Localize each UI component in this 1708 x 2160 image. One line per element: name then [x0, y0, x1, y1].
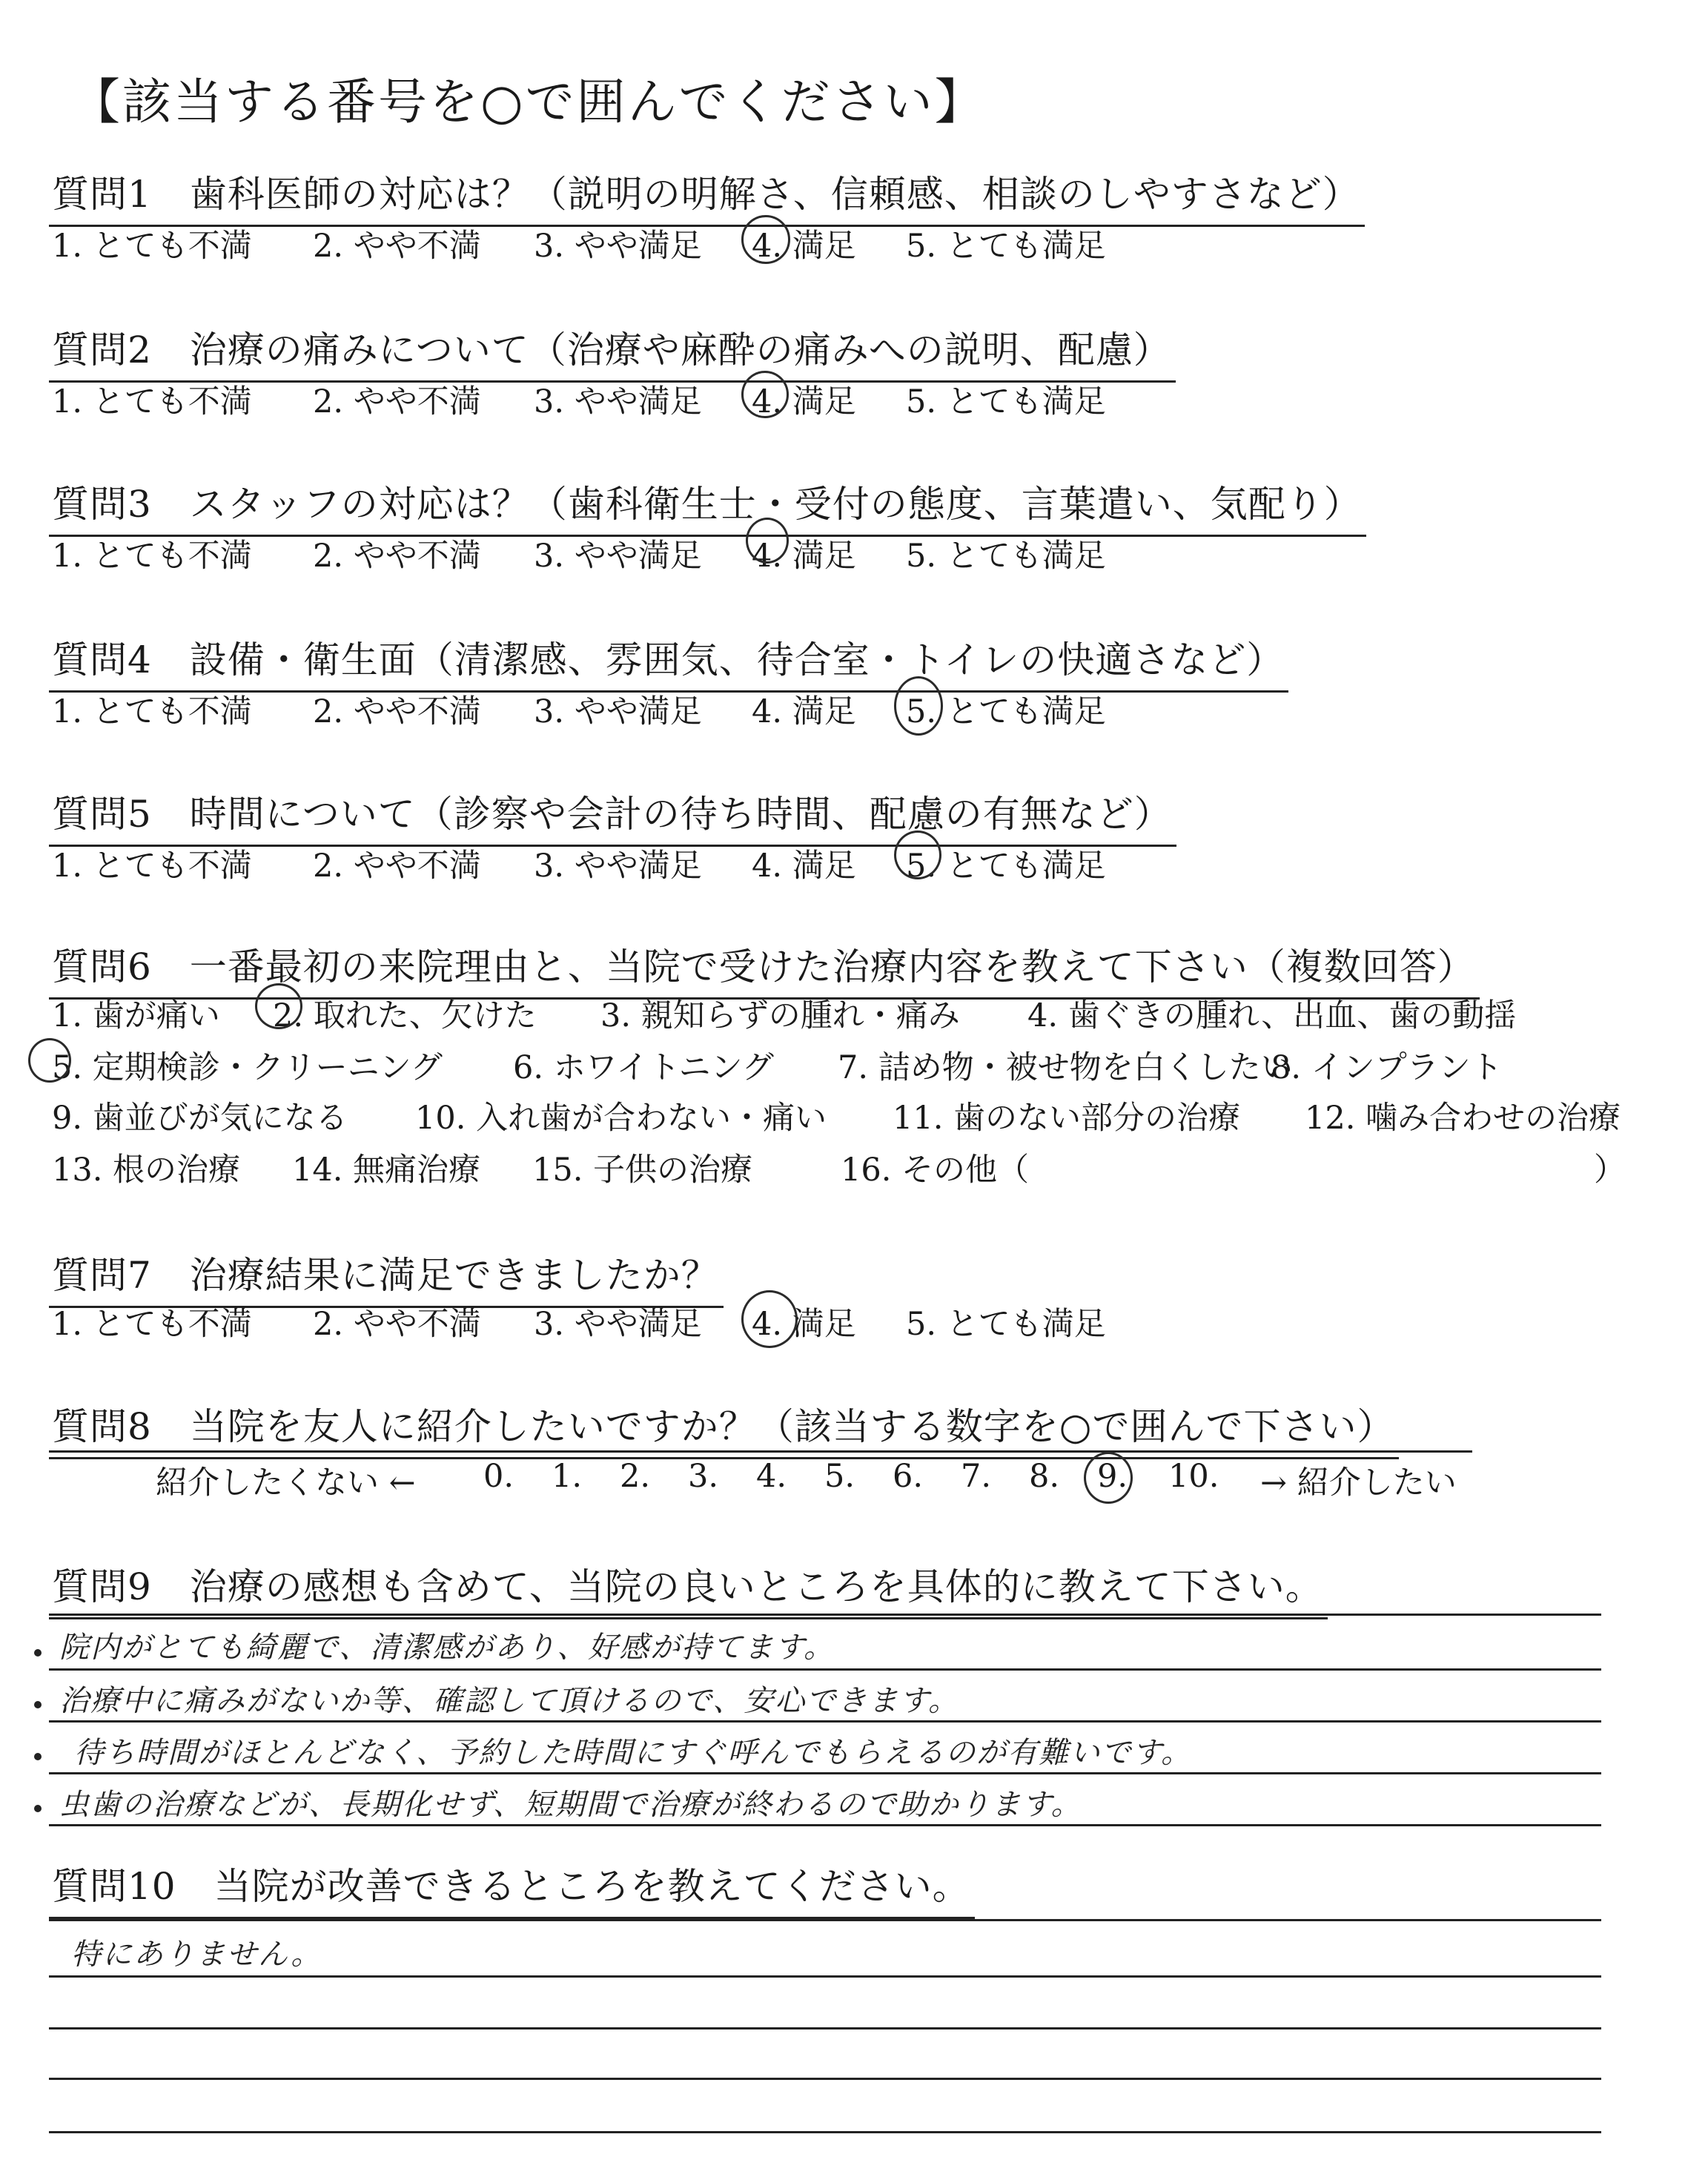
- q5-option-3[interactable]: 3. やや満足: [534, 848, 702, 885]
- q2-option-3[interactable]: 3. やや満足: [534, 383, 702, 420]
- q8-option-9[interactable]: 9.: [1097, 1458, 1128, 1495]
- q5-option-4[interactable]: 4. 満足: [752, 848, 856, 885]
- q4-title: 質問4 設備・衛生面（清潔感、雰囲気、待合室・トイレの快適さなど）: [52, 630, 1284, 684]
- q4-option-5[interactable]: 5. とても満足: [906, 693, 1106, 730]
- q8-option-6[interactable]: 6.: [893, 1458, 924, 1495]
- q10-line-0: [49, 1919, 1601, 1921]
- q7-options: [52, 1299, 1238, 1344]
- q6-option-2[interactable]: 2. 取れた、欠けた: [273, 997, 537, 1034]
- q8-option-4[interactable]: 4.: [756, 1458, 787, 1495]
- q6-option-9[interactable]: 9. 歯並びが気になる: [52, 1100, 348, 1137]
- q7-title: 質問7 治療結果に満足できましたか？: [52, 1246, 719, 1299]
- q6-option-14[interactable]: 14. 無痛治療: [292, 1152, 481, 1189]
- q7-option-5[interactable]: 5. とても満足: [906, 1306, 1106, 1343]
- q6-title: 質問6 一番最初の来院理由と、当院で受けた治療内容を教えて下さい（複数回答）: [52, 937, 1475, 991]
- q5-option-5[interactable]: 5. とても満足: [906, 848, 1106, 885]
- q2-title: 質問2 治療の痛みについて（治療や麻酔の痛みへの説明、配慮）: [52, 320, 1171, 374]
- q9-answer-4: 虫歯の治療などが、長期化せず、短期間で治療が終わるので助かります。: [59, 1788, 1082, 1822]
- q5-options: [52, 841, 1238, 885]
- q8-right-label: → 紹介したい: [1260, 1464, 1457, 1502]
- q9-bullet-1: [34, 1649, 42, 1657]
- q6-option-3[interactable]: 3. 親知らずの腫れ・痛み: [600, 997, 960, 1034]
- q6-option-4[interactable]: 4. 歯ぐきの腫れ、出血、歯の動揺: [1027, 997, 1517, 1034]
- q9-line-4: [49, 1824, 1601, 1826]
- q6-option-11[interactable]: 11. 歯のない部分の治療: [893, 1100, 1241, 1137]
- q10-line-3: [49, 2078, 1601, 2080]
- q8-option-3[interactable]: 3.: [688, 1458, 719, 1495]
- q1-option-5[interactable]: 5. とても満足: [906, 228, 1106, 265]
- q2-option-4[interactable]: 4. 満足: [752, 383, 856, 420]
- q1-option-1[interactable]: 1. とても不満: [52, 228, 252, 265]
- q5-option-2[interactable]: 2. やや不満: [313, 848, 481, 885]
- q5-title: 質問5 時間について（診察や会計の待ち時間、配慮の有無など）: [52, 785, 1172, 838]
- q6-option-13[interactable]: 13. 根の治療: [52, 1152, 241, 1189]
- q2-option-1[interactable]: 1. とても不満: [52, 383, 252, 420]
- q10-answer-1: 特にありません。: [71, 1938, 322, 1972]
- q10-line-2: [49, 2027, 1601, 2029]
- q8-option-2[interactable]: 2.: [620, 1458, 651, 1495]
- q3-option-2[interactable]: 2. やや不満: [313, 538, 481, 575]
- q4-options: [52, 687, 1238, 731]
- q9-answer-3: 待ち時間がほとんどなく、予約した時間にすぐ呼んでもらえるのが有難いです。: [74, 1736, 1192, 1770]
- q9-line-0: [49, 1614, 1601, 1616]
- q3-option-3[interactable]: 3. やや満足: [534, 538, 702, 575]
- q8-option-0[interactable]: 0.: [483, 1458, 514, 1495]
- q7-option-1[interactable]: 1. とても不満: [52, 1306, 252, 1343]
- q7-option-3[interactable]: 3. やや満足: [534, 1306, 702, 1343]
- q3-option-5[interactable]: 5. とても満足: [906, 538, 1106, 575]
- q2-option-5[interactable]: 5. とても満足: [906, 383, 1106, 420]
- q6-option-10[interactable]: 10. 入れ歯が合わない・痛い: [415, 1100, 827, 1137]
- q1-title: 質問1 歯科医師の対応は？（説明の明解さ、信頼感、相談のしやすさなど）: [52, 165, 1360, 218]
- q8-option-5[interactable]: 5.: [824, 1458, 855, 1495]
- q5-option-1[interactable]: 1. とても不満: [52, 848, 252, 885]
- q9-answer-1: 院内がとても綺麗で、清潔感があり、好感が持てます。: [59, 1631, 835, 1665]
- q6-row-4: [52, 1145, 1683, 1189]
- q4-option-1[interactable]: 1. とても不満: [52, 693, 252, 730]
- q8-option-10[interactable]: 10.: [1168, 1458, 1219, 1495]
- q3-option-4[interactable]: 4. 満足: [752, 538, 856, 575]
- q1-option-4[interactable]: 4. 満足: [752, 228, 856, 265]
- q3-option-1[interactable]: 1. とても不満: [52, 538, 252, 575]
- q1-option-3[interactable]: 3. やや満足: [534, 228, 702, 265]
- q6-option-15[interactable]: 15. 子供の治療: [532, 1152, 753, 1189]
- q6-option-12[interactable]: 12. 噛み合わせの治療: [1305, 1100, 1621, 1137]
- q1-option-2[interactable]: 2. やや不満: [313, 228, 481, 265]
- q2-options: [52, 377, 1238, 421]
- q9-title: 質問9 治療の感想も含めて、当院の良いところを具体的に教えて下さい。: [52, 1557, 1323, 1611]
- q6-other-close-paren: ）: [1594, 1152, 1626, 1189]
- q10-title: 質問10 当院が改善できるところを教えてください。: [52, 1857, 970, 1910]
- q8-option-7[interactable]: 7.: [961, 1458, 992, 1495]
- q9-line-2: [49, 1720, 1601, 1723]
- q6-row-1: [52, 991, 1683, 1035]
- q6-option-6[interactable]: 6. ホワイトニング: [513, 1049, 774, 1086]
- q9-line-3: [49, 1772, 1601, 1774]
- q8-option-8[interactable]: 8.: [1029, 1458, 1060, 1495]
- q2-option-2[interactable]: 2. やや不満: [313, 383, 481, 420]
- q6-row-2: [52, 1043, 1683, 1087]
- q9-answer-2: 治療中に痛みがないか等、確認して頂けるので、安心できます。: [59, 1684, 959, 1718]
- q7-option-2[interactable]: 2. やや不満: [313, 1306, 481, 1343]
- q9-bullet-4: [34, 1805, 42, 1812]
- q8-scale: [0, 1458, 1631, 1502]
- q6-row-3: [52, 1093, 1683, 1137]
- q8-title: 質問8 当院を友人に紹介したいですか？（該当する数字を○で囲んで下さい）: [52, 1397, 1394, 1450]
- q6-option-1[interactable]: 1. 歯が痛い: [52, 997, 220, 1034]
- q4-option-2[interactable]: 2. やや不満: [313, 693, 481, 730]
- q9-bullet-3: [34, 1753, 42, 1760]
- q8-scale-underline: [49, 1450, 1472, 1453]
- q9-line-1: [49, 1668, 1601, 1671]
- q3-title: 質問3 スタッフの対応は？（歯科衛生士・受付の態度、言葉遣い、気配り）: [52, 475, 1362, 528]
- q10-line-4: [49, 2131, 1601, 2133]
- q6-option-7[interactable]: 7. 詰め物・被せ物を白くしたい: [838, 1049, 1293, 1086]
- q10-line-1: [49, 1975, 1601, 1978]
- q6-option-8[interactable]: 8. インプラント: [1271, 1049, 1503, 1086]
- q1-options: [52, 221, 1238, 265]
- q6-option-16[interactable]: 16. その他（: [841, 1152, 1030, 1189]
- q8-left-label: 紹介したくない ←: [156, 1464, 416, 1502]
- q9-bullet-2: [34, 1701, 42, 1708]
- q4-option-3[interactable]: 3. やや満足: [534, 693, 702, 730]
- q7-option-4[interactable]: 4. 満足: [752, 1306, 856, 1343]
- q3-options: [52, 531, 1238, 575]
- q4-option-4[interactable]: 4. 満足: [752, 693, 856, 730]
- q6-option-5[interactable]: 5. 定期検診・クリーニング: [52, 1049, 443, 1086]
- page-title: 【該当する番号を○で囲んでください】: [71, 73, 986, 131]
- q8-option-1[interactable]: 1.: [552, 1458, 583, 1495]
